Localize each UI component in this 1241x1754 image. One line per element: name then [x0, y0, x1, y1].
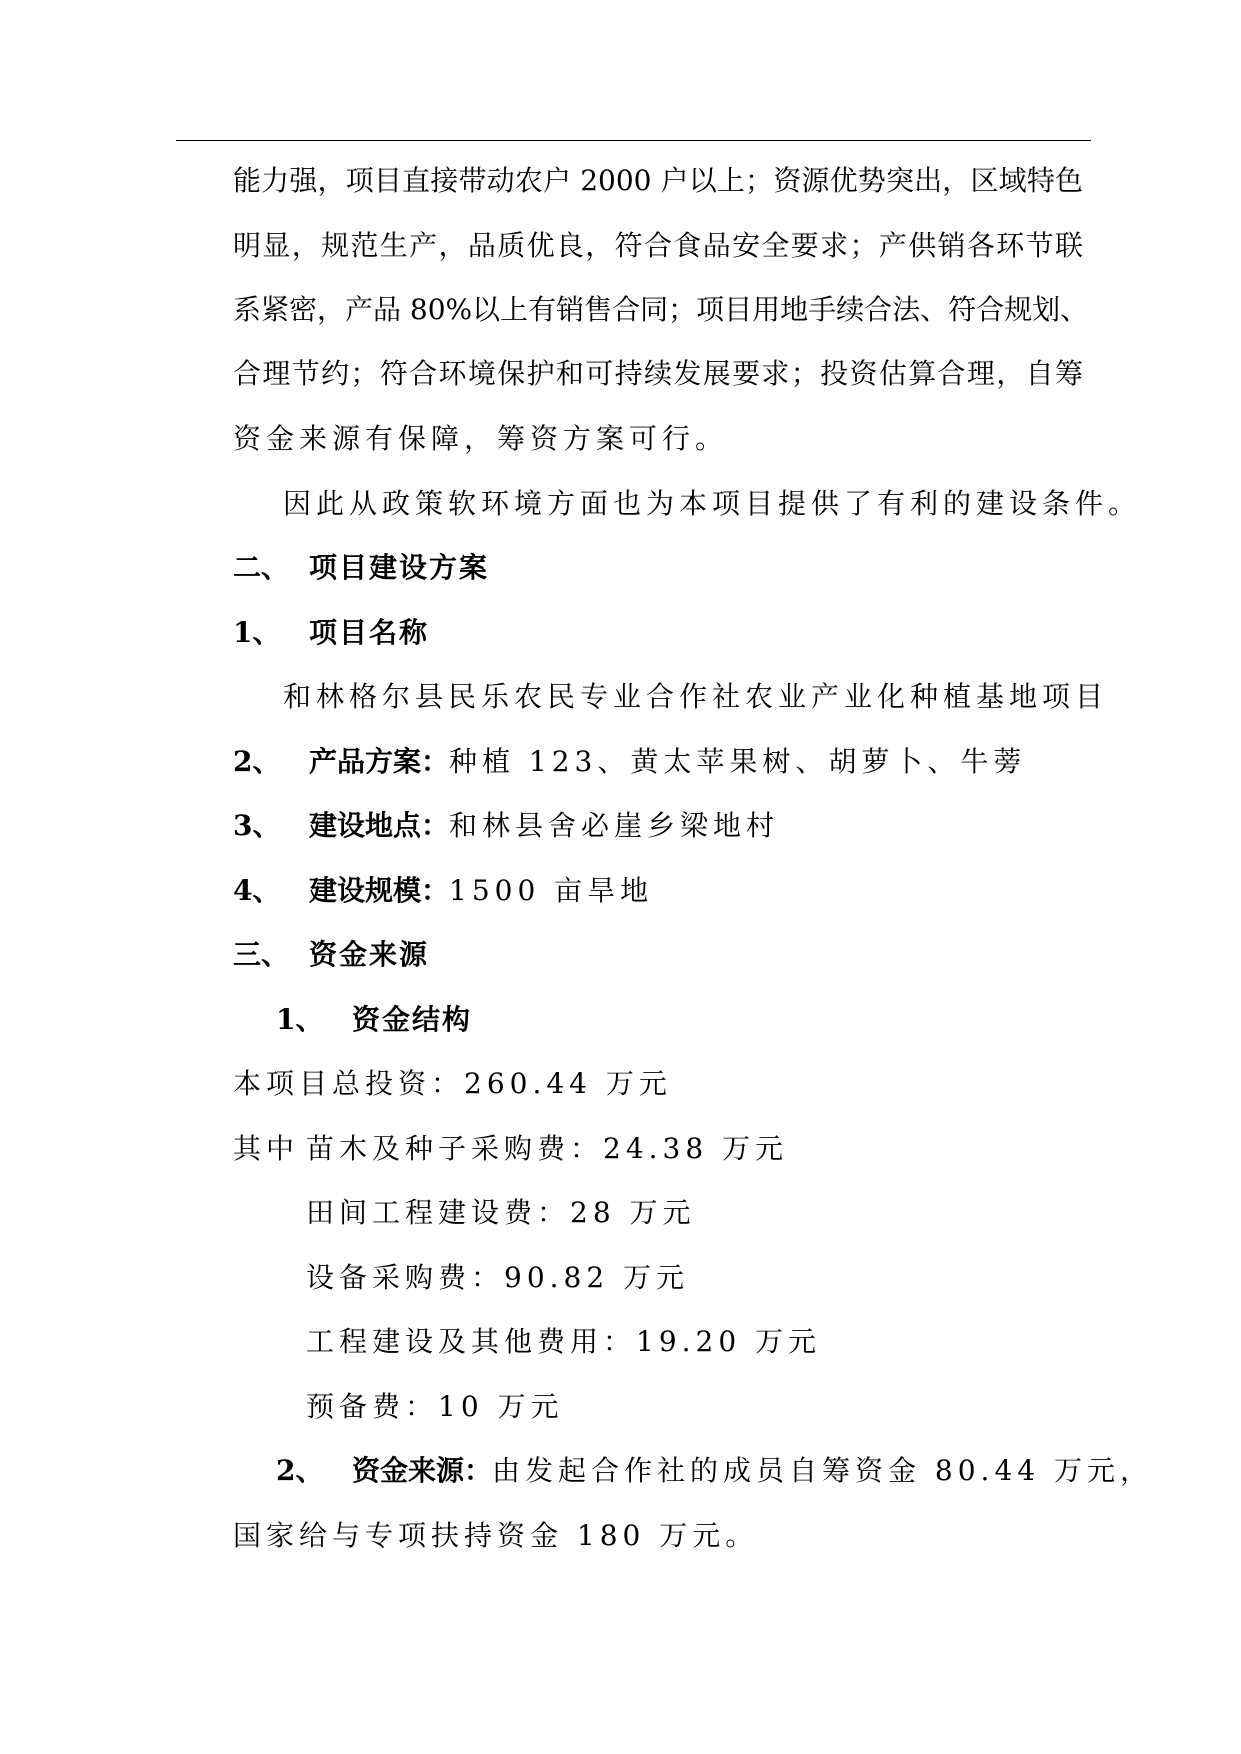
item-4-value: 1500 亩旱地: [449, 874, 654, 907]
section-3-heading: [233, 935, 429, 975]
item-3-label: 建设地点：: [309, 809, 450, 842]
item-4-number: 4、: [233, 874, 281, 907]
section-2-heading: [233, 548, 489, 588]
section-2-number: 二、: [233, 551, 290, 584]
sub-2-label: 资金来源：: [352, 1454, 493, 1487]
item-2-number: 2、: [233, 745, 281, 778]
sub-2-value-line-1: 由发起合作社的成员自筹资金 80.44 万元，: [492, 1454, 1153, 1487]
item-4: [233, 871, 653, 911]
breakdown-item-1: 苗木及种子采购费：24.38 万元: [306, 1132, 789, 1165]
item-1-number: 1、: [233, 616, 281, 649]
sub-2-number: 2、: [276, 1454, 324, 1487]
section-3-title: 资金来源: [309, 938, 430, 971]
section-3-number: 三、: [233, 938, 290, 971]
total-investment: 本项目总投资：260.44 万元: [233, 1067, 672, 1100]
project-name: 和林格尔县民乐农民专业合作社农业产业化种植基地项目: [283, 680, 1109, 713]
header-rule: [176, 140, 1091, 141]
sub-1-title: 资金结构: [352, 1003, 473, 1036]
item-2-label: 产品方案：: [309, 745, 450, 778]
sub-2-value-line-2: 国家给与专项扶持资金 180 万元。: [233, 1519, 759, 1552]
item-1-heading: [233, 613, 429, 653]
item-3-value: 和林县舍必崖乡梁地村: [449, 809, 780, 842]
breakdown-prefix: 其中: [233, 1132, 300, 1165]
breakdown-item-5: 预备费：10 万元: [306, 1390, 564, 1423]
sub-2: [276, 1451, 1153, 1491]
item-3-number: 3、: [233, 809, 281, 842]
paragraph-line-3: 系紧密，产品 80%以上有销售合同；项目用地手续合法、符合规划、: [233, 293, 1089, 326]
paragraph-2: 因此从政策软环境方面也为本项目提供了有利的建设条件。: [283, 487, 1142, 520]
sub-1-number: 1、: [276, 1003, 324, 1036]
item-2-value: 种植 123、黄太苹果树、胡萝卜、牛蒡: [449, 745, 1027, 778]
section-2-title: 项目建设方案: [309, 551, 490, 584]
paragraph-line-1: 能力强，项目直接带动农户 2000 户以上；资源优势突出，区域特色: [233, 164, 1083, 197]
item-3: [233, 806, 779, 846]
item-2: [233, 742, 1026, 782]
breakdown-item-4: 工程建设及其他费用：19.20 万元: [306, 1325, 822, 1358]
paragraph-line-2: 明显，规范生产，品质优良，符合食品安全要求；产供销各环节联: [233, 229, 1083, 262]
sub-1-heading: [276, 1000, 472, 1040]
item-1-title: 项目名称: [309, 616, 430, 649]
paragraph-line-5: 资金来源有保障，筹资方案可行。: [233, 422, 729, 455]
breakdown-item-3: 设备采购费：90.82 万元: [306, 1261, 690, 1294]
paragraph-line-4: 合理节约；符合环境保护和可持续发展要求；投资估算合理，自筹: [233, 357, 1083, 390]
breakdown-item-2: 田间工程建设费：28 万元: [306, 1196, 696, 1229]
item-4-label: 建设规模：: [309, 874, 450, 907]
